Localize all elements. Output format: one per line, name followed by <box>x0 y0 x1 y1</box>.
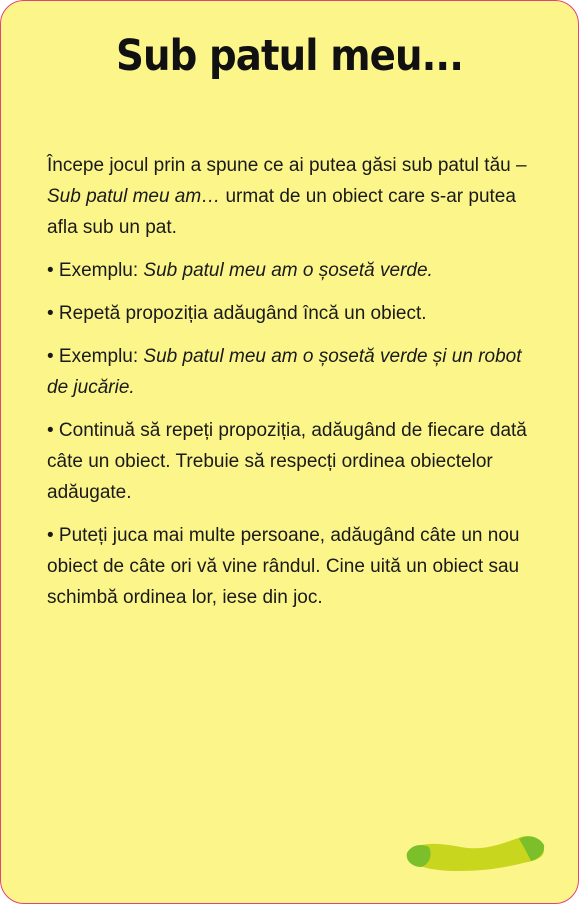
bullet-continue <box>47 415 547 508</box>
bullet-text: • Puteți juca mai multe persoane, adăugând câte un nou obiect de câte ori vă vine rândul. Cine uită un obiect sau schimbă ordinea lor, iese din joc. <box>47 525 520 608</box>
bullet-text: • Repetă propoziția adăugând încă un obiect. <box>47 303 427 324</box>
card-body <box>47 150 547 625</box>
bullet-text: • Exemplu: <box>47 260 144 281</box>
intro-text-end: urmat de un obiect care s-ar putea afla sub un pat. <box>47 186 516 238</box>
bullet-players <box>47 520 547 613</box>
bullet-italic: Sub patul meu am o șosetă verde. <box>143 260 433 281</box>
bullet-example-1 <box>47 255 547 286</box>
bullet-text: • Continuă să repeți propoziția, adăugând de fiecare dată câte un obiect. Trebuie să respecți ordinea obiectelor adăugate. <box>47 420 527 503</box>
intro-text-start: Începe jocul prin a spune ce ai putea găsi sub patul tău – <box>47 155 527 176</box>
bullet-italic: Sub patul meu am o șosetă verde și un robot de jucărie. <box>47 346 522 398</box>
bullet-text: • Exemplu: <box>47 346 144 367</box>
card-title: Sub patul meu... <box>115 31 464 81</box>
bullet-repeat <box>47 298 547 329</box>
intro-paragraph <box>47 150 547 243</box>
bullet-example-2 <box>47 341 547 403</box>
intro-italic: Sub patul meu am… <box>47 186 221 207</box>
green-sock-icon <box>399 831 549 879</box>
